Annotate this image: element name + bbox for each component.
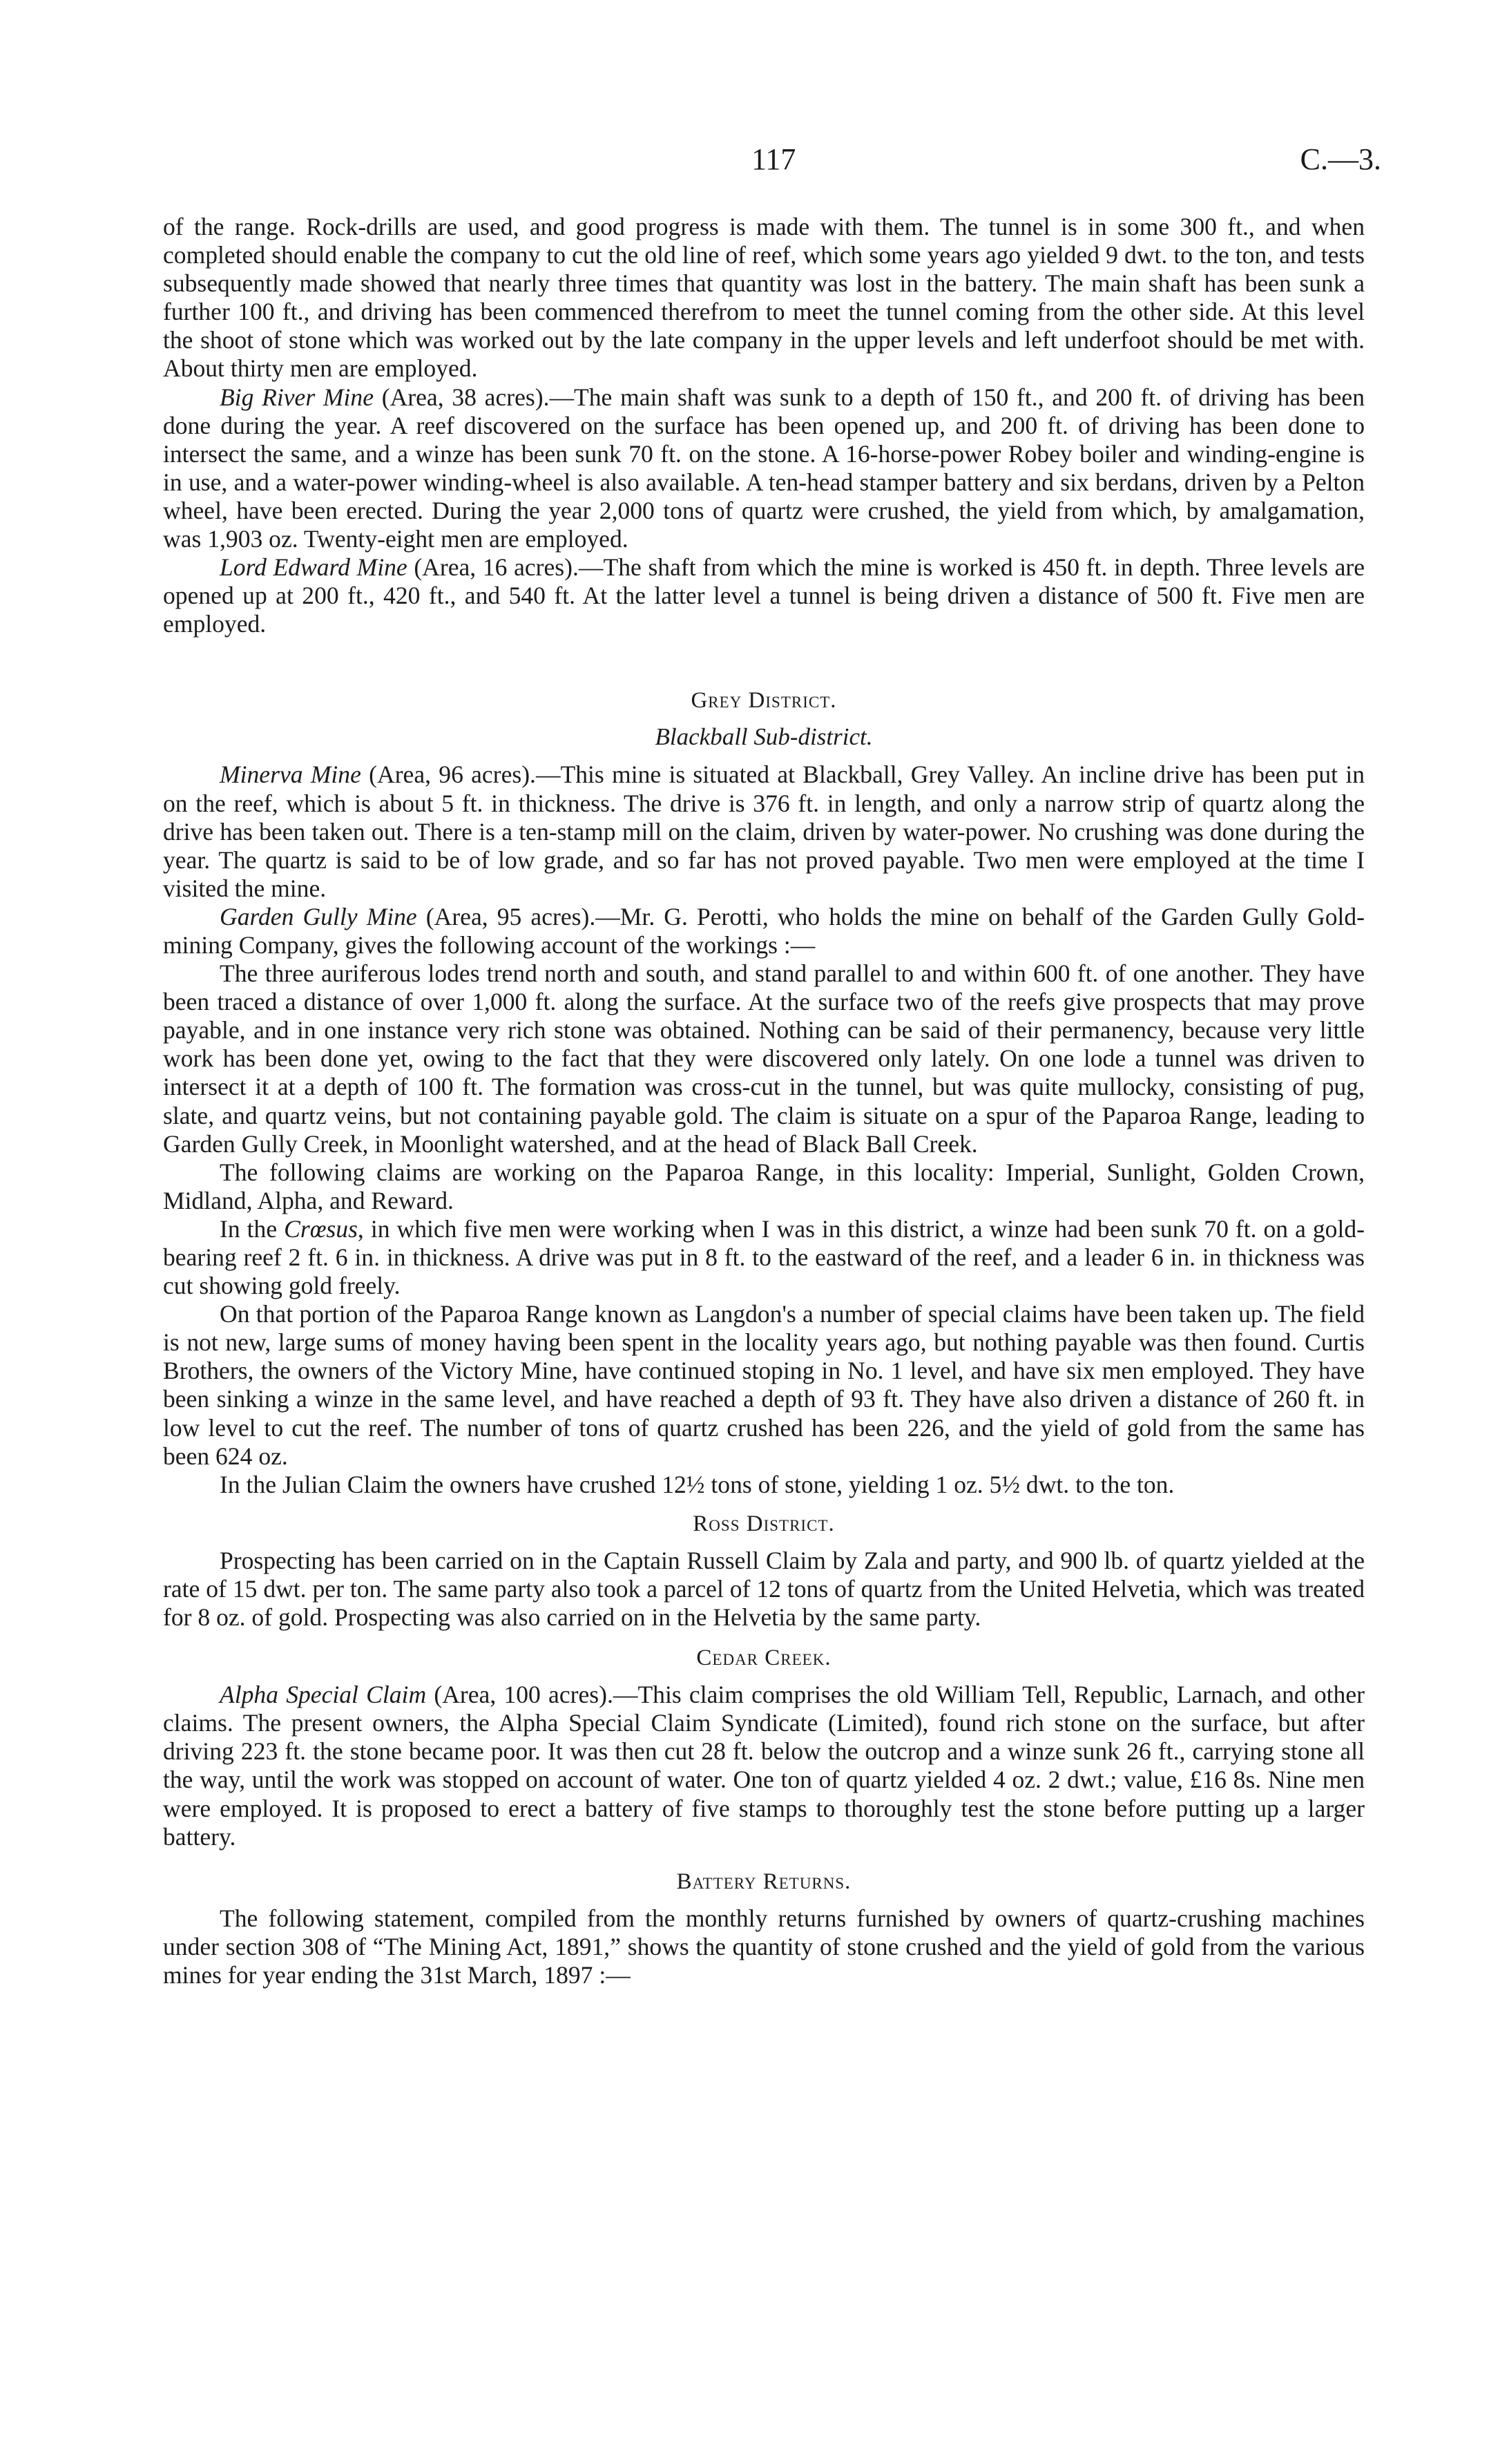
paragraph-text: (Area, 96 acres).—This mine is situated at Blackball, Grey Valley. An incline drive has been put in on the reef, which is about 5 ft. in thickness. The drive is 376 ft. in length, and only a narrow strip of quartz along the drive has been taken out. There is a ten-stamp mill on the claim, driven by water-power. No crushing was done during the year. The quartz is said to be of low grade, and so far has not proved payable. Two men were employed at the time I visited the mine. xyxy=(163,761,1365,902)
paragraph-alpha-special-claim xyxy=(163,1681,1365,1851)
mine-name: Minerva Mine xyxy=(220,761,361,789)
paragraph-range-continuation: of the range. Rock-drills are used, and good progress is made with them. The tunnel is in some 300 ft., and when completed should enable the company to cut the old line of reef, which some years ago yielded 9 dwt. to the ton, and tests subsequently made showed that nearly three times that quantity was lost in the battery. The main shaft has been sunk a further 100 ft., and driving has been commenced therefrom to meet the tunnel coming from the other side. At this level the shoot of stone which was worked out by the late company in the upper levels and left underfoot should be met with. About thirty men are employed. xyxy=(163,213,1365,383)
paragraph-text: , in which five men were working when I was in this district, a winze had been sunk 70 ft. on a gold-bearing reef 2 ft. 6 in. in thickness. A drive was put in 8 ft. to the eastward of the reef, and a leader 6 in. in thickness was cut showing gold freely. xyxy=(163,1214,1365,1300)
paragraph-paparoa-claims: The following claims are working on the Paparoa Range, in this locality: Imperial, Sunlight, Golden Crown, Midland, Alpha, and Reward. xyxy=(163,1158,1365,1214)
claim-name: Crœsus xyxy=(284,1214,358,1243)
paragraph-langdons: On that portion of the Paparoa Range known as Langdon's a number of special claims have been taken up. The field is not new, large sums of money having been spent in the locality years ago, but nothing payable was then found. Curtis Brothers, the owners of the Victory Mine, have continued stoping in No. 1 level, and have six men employed. They have been sinking a winze in the same level, and have reached a depth of 93 ft. They have also driven a distance of 260 ft. in low level to cut the reef. The number of tons of quartz crushed has been 226, and the yield of gold from the same has been 624 oz. xyxy=(163,1300,1365,1470)
paragraph-lord-edward-mine xyxy=(163,553,1365,638)
page-header xyxy=(0,142,1509,183)
paragraph-julian-claim: In the Julian Claim the owners have crushed 12½ tons of stone, yielding 1 oz. 5½ dwt. to the ton. xyxy=(220,1470,1175,1498)
mine-name: Garden Gully Mine xyxy=(220,902,417,930)
claim-name: Alpha Special Claim xyxy=(220,1681,427,1709)
subheading-blackball: Blackball Sub-district. xyxy=(655,723,873,751)
paragraph-text: In the xyxy=(220,1214,285,1243)
paragraph-croesus xyxy=(163,1215,1365,1300)
page-body xyxy=(163,213,1365,1989)
paragraph-text: (Area, 16 acres).—The shaft from which the mine is worked is 450 ft. in depth. Three levels are opened up at 200 ft., 420 ft., and 540 ft. At the latter level a tunnel is being driven a distance of 500 ft. Five men are employed. xyxy=(163,553,1365,638)
paragraph-battery-returns: The following statement, compiled from the monthly returns furnished by owners of quartz-crushing machines under section 308 of “The Mining Act, 1891,” shows the quantity of stone crushed and the yield of gold from the various mines for year ending the 31st March, 1897 :— xyxy=(163,1904,1365,1989)
section-heading-battery-returns: Battery Returns. xyxy=(676,1869,852,1894)
paragraph-text: (Area, 100 acres).—This claim comprises the old William Tell, Republic, Larnach, and other claims. The present owners, the Alpha Special Claim Syndicate (Limited), found rich stone on the surface, but after driving 223 ft. the stone became poor. It was then cut 28 ft. below the outcrop and a winze sunk 26 ft., carrying stone all the way, until the work was stopped on account of water. One ton of quartz yielded 4 oz. 2 dwt.; value, £16 8s. Nine men were employed. It is proposed to erect a battery of five stamps to thoroughly test the stone before putting up a larger battery. xyxy=(163,1681,1365,1851)
section-heading-ross-district: Ross District. xyxy=(693,1511,835,1536)
paragraph-auriferous-lodes: The three auriferous lodes trend north and south, and stand parallel to and within 600 ft. of one another. They have been traced a distance of over 1,000 ft. along the surface. At the surface two of the reefs give prospects that may prove payable, and in one instance very rich stone was obtained. Nothing can be said of their permanency, because very little work has been done yet, owing to the fact that they were discovered only lately. On one lode a tunnel was driven to intersect it at a depth of 100 ft. The formation was cross-cut in the tunnel, but was quite mullocky, consisting of pug, slate, and quartz veins, but not containing payable gold. The claim is situate on a spur of the Paparoa Range, leading to Garden Gully Creek, in Moonlight watershed, and at the head of Black Ball Creek. xyxy=(163,959,1365,1158)
mine-name: Lord Edward Mine xyxy=(220,553,407,582)
mine-name: Big River Mine xyxy=(220,383,374,411)
page-number: 117 xyxy=(751,142,796,176)
paragraph-text: (Area, 95 acres).—Mr. G. Perotti, who holds the mine on behalf of the Garden Gully Gold-mining Company, gives the following account of the workings :— xyxy=(163,902,1365,959)
paragraph-ross-district: Prospecting has been carried on in the Captain Russell Claim by Zala and party, and 900 lb. of quartz yielded at the rate of 15 dwt. per ton. The same party also took a parcel of 12 tons of quartz from the United Helvetia, which was treated for 8 oz. of gold. Prospecting was also carried on in the Helvetia by the same party. xyxy=(163,1546,1365,1632)
paragraph-text: (Area, 38 acres).—The main shaft was sunk to a depth of 150 ft., and 200 ft. of driving has been done during the year. A reef discovered on the surface has been opened up, and 200 ft. of driving has been done to intersect the same, and a winze has been sunk 70 ft. on the stone. A 16-horse-power Robey boiler and winding-engine is in use, and a water-power winding-wheel is also available. A ten-head stamper battery and six berdans, driven by a Pelton wheel, have been erected. During the year 2,000 tons of quartz were crushed, the yield from which, by amalgamation, was 1,903 oz. Twenty-eight men are employed. xyxy=(163,383,1365,553)
paragraph-minerva-mine xyxy=(163,761,1365,902)
paragraph-big-river-mine xyxy=(163,383,1365,554)
document-reference: C.—3. xyxy=(1300,142,1381,176)
section-heading-grey-district: Grey District. xyxy=(691,688,837,714)
section-heading-cedar-creek: Cedar Creek. xyxy=(696,1645,832,1671)
paragraph-garden-gully-mine xyxy=(163,903,1365,959)
